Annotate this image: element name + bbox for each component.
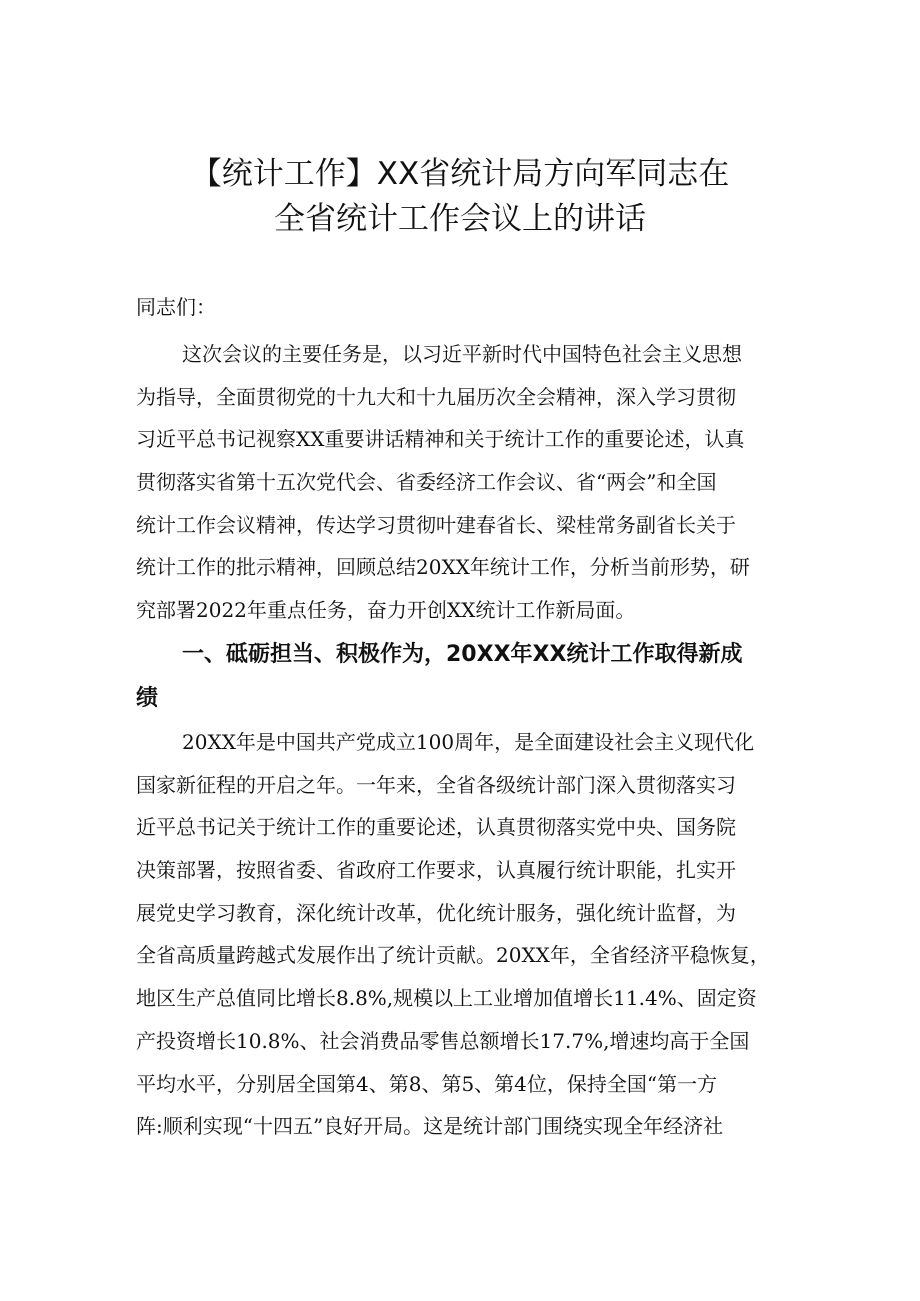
paragraph-line: 产投资增长10.8%、社会消费品零售总额增长17.7%,增速均高于全国 (136, 1028, 750, 1053)
paragraph-line: 统计工作的批示精神，回顾总结20XX年统计工作，分析当前形势，研 (136, 555, 750, 580)
paragraph-line: 决策部署，按照省委、省政府工作要求，认真履行统计职能，扎实开 (136, 858, 736, 883)
paragraph-line: 展党史学习教育，深化统计改革，优化统计服务，强化统计监督，为 (136, 900, 736, 925)
paragraph-line: 究部署2022年重点任务，奋力开创XX统计工作新局面。 (136, 598, 636, 623)
heading-line: 绩 (136, 686, 159, 711)
document-title-line-1: 【统计工作】XX省统计局方向军同志在 (190, 156, 730, 192)
paragraph-intro (136, 333, 796, 632)
paragraph-line: 这次会议的主要任务是，以习近平新时代中国特色社会主义思想 (182, 342, 742, 366)
paragraph-line: 统计工作会议精神，传达学习贯彻叶建春省长、梁桂常务副省长关于 (136, 512, 736, 537)
paragraph-achievements (136, 721, 796, 1148)
paragraph-line: 为指导，全面贯彻党的十九大和十九届历次全会精神，深入学习贯彻 (136, 384, 736, 409)
paragraph-line: 20XX年是中国共产党成立100周年，是全面建设社会主义现代化 (182, 730, 755, 754)
salutation: 同志们： (136, 295, 216, 319)
paragraph-line: 阵:顺利实现“十四五”良好开局。这是统计部门围绕实现全年经济社 (136, 1114, 724, 1139)
paragraph-line: 贯彻落实省第十五次党代会、省委经济工作会议、省“两会”和全国 (136, 470, 717, 495)
paragraph-line: 国家新征程的开启之年。一年来，全省各级统计部门深入贯彻落实习 (136, 772, 736, 797)
heading-line: 一、砥砺担当、积极作为，20XX年XX统计工作取得新成 (182, 642, 743, 667)
paragraph-line: 近平总书记关于统计工作的重要论述，认真贯彻落实党中央、国务院 (136, 815, 736, 840)
document-title-line-2: 全省统计工作会议上的讲话 (274, 201, 646, 237)
paragraph-line: 习近平总书记视察XX重要讲话精神和关于统计工作的重要论述，认真 (136, 427, 745, 452)
paragraph-line: 平均水平，分别居全国第4、第8、第5、第4位，保持全国“第一方 (136, 1071, 718, 1096)
section-heading-1 (136, 633, 816, 721)
paragraph-line: 地区生产总值同比增长8.8%,规模以上工业增加值增长11.4%、固定资 (136, 986, 757, 1011)
paragraph-line: 全省高质量跨越式发展作出了统计贡献。20XX年，全省经济平稳恢复， (136, 943, 770, 968)
